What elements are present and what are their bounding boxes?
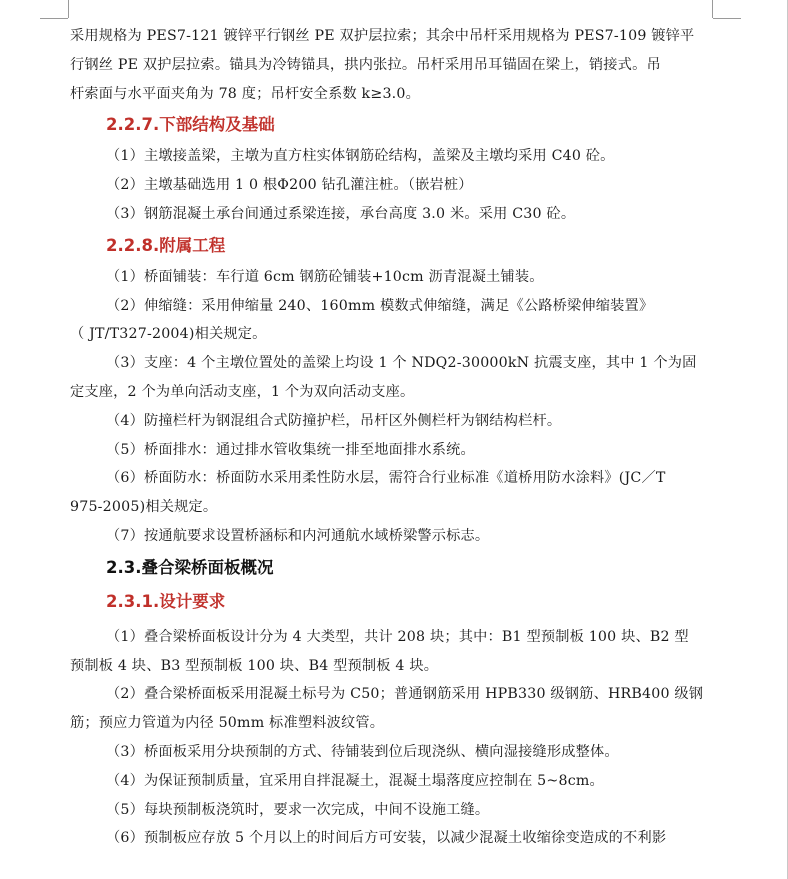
list-item: （3）钢筋混凝土承台间通过系梁连接，承台高度 3.0 米。采用 C30 砼。: [106, 205, 576, 222]
list-item: （5）桥面排水：通过排水管收集统一排至地面排水系统。: [106, 441, 475, 458]
section-heading-2-3-1: 2.3.1.设计要求: [106, 591, 226, 611]
section-heading-2-2-7: 2.2.7.下部结构及基础: [106, 115, 275, 135]
crop-mark-right: [712, 0, 713, 18]
document-body: [70, 22, 720, 853]
list-item: （3）桥面板采用分块预制的方式、待铺装到位后现浇纵、横向湿接缝形成整体。: [106, 743, 619, 760]
list-item: （4）为保证预制质量，宜采用自拌混凝土，混凝土塌落度应控制在 5~8cm。: [106, 772, 604, 789]
list-item: （1）主墩接盖梁，主墩为直方柱实体钢筋砼结构，盖梁及主墩均采用 C40 砼。: [106, 148, 615, 165]
list-item: （2）叠合梁桥面板采用混凝土标号为 C50；普通钢筋采用 HPB330 级钢筋、HRB400 级钢: [106, 686, 704, 703]
list-item-continuation: 975-2005)相关规定。: [70, 499, 218, 516]
list-item: （3）支座：4 个主墩位置处的盖梁上均设 1 个 NDQ2-30000kN 抗震支座，其中 1 个为固: [106, 355, 697, 372]
crop-mark-right-h: [713, 18, 741, 19]
section-heading-2-3: 2.3.叠合梁桥面板概况: [106, 557, 274, 577]
list-item-continuation: 筋；预应力管道为内径 50mm 标准塑料波纹管。: [70, 715, 385, 732]
intro-line: 采用规格为 PES7-121 镀锌平行钢丝 PE 双护层拉索；其余中吊杆采用规格为 PES7-109 镀锌平: [70, 28, 695, 44]
list-item-continuation: （ JT/T327-2004)相关规定。: [70, 326, 267, 343]
intro-line: 行钢丝 PE 双护层拉索。锚具为冷铸锚具，拱内张拉。吊杆采用吊耳锚固在梁上，销接式。吊: [70, 56, 661, 73]
list-item-continuation: 预制板 4 块、B3 型预制板 100 块、B4 型预制板 4 块。: [70, 657, 439, 674]
list-item: （2）伸缩缝：采用伸缩量 240、160mm 模数式伸缩缝，满足《公路桥梁伸缩装置》: [106, 297, 654, 314]
list-item: （4）防撞栏杆为钢混组合式防撞护栏，吊杆区外侧栏杆为钢结构栏杆。: [106, 412, 562, 429]
intro-line: 杆索面与水平面夹角为 78 度；吊杆安全系数 k≥3.0。: [70, 85, 420, 102]
section-heading-2-2-8: 2.2.8.附属工程: [106, 235, 226, 255]
list-item: （5）每块预制板浇筑时，要求一次完成，中间不设施工缝。: [106, 801, 490, 818]
list-item: （1）桥面铺装：车行道 6cm 钢筋砼铺装+10cm 沥青混凝土铺装。: [106, 268, 544, 285]
list-item: （6）桥面防水：桥面防水采用柔性防水层，需符合行业标准《道桥用防水涂料》(JC／T: [106, 470, 666, 487]
list-item: （6）预制板应存放 5 个月以上的时间后方可安装，以减少混凝土收缩徐变造成的不利影: [106, 830, 667, 847]
list-item: （2）主墩基础选用 1 0 根Φ200 钻孔灌注桩。（嵌岩桩）: [106, 177, 473, 194]
crop-mark-left-h: [40, 18, 68, 19]
list-item: （1）叠合梁桥面板设计分为 4 大类型，共计 208 块；其中：B1 型预制板 100 块、B2 型: [106, 628, 689, 645]
list-item-continuation: 定支座，2 个为单向活动支座，1 个为双向活动支座。: [70, 383, 415, 400]
list-item: （7）按通航要求设置桥涵标和内河通航水域桥梁警示标志。: [106, 527, 490, 544]
crop-mark-left: [68, 0, 69, 18]
